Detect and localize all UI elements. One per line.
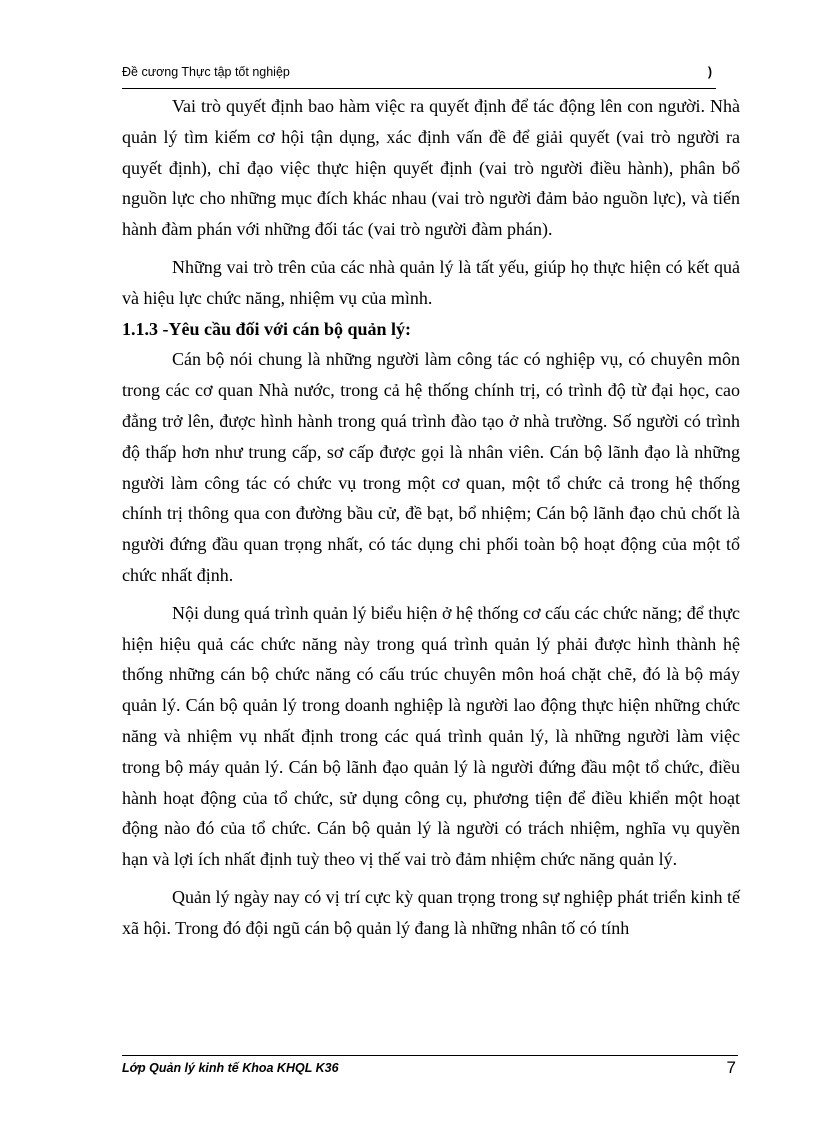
paragraph-management-importance: Quản lý ngày nay có vị trí cực kỳ quan trọng trong sự nghiệp phát triển kinh tế xã hội. Trong đó đội ngũ cán bộ quản lý đang là những nhân tố có tính <box>122 886 740 938</box>
paragraph-roles-summary: Những vai trò trên của các nhà quản lý là tất yếu, giúp họ thực hiện có kết quả và hiệu lực chức năng, nhiệm vụ của mình. <box>122 256 740 308</box>
header-divider <box>122 88 716 89</box>
page-header <box>122 62 716 86</box>
paragraph-decision-role: Vai trò quyết định bao hàm việc ra quyết định để tác động lên con người. Nhà quản lý tìm kiếm cơ hội tận dụng, xác định vấn đề để giải quyết (vai trò người ra quyết định), chỉ đạo việc thực hiện quyết định (vai trò người điều hành), phân bổ nguồn lực cho những mục đích khác nhau (vai trò người đảm bảo nguồn lực), và tiến hành đàm phán với những đối tác (vai trò người đàm phán). <box>122 96 740 240</box>
paragraph-cadre-definition: Cán bộ nói chung là những người làm công tác có nghiệp vụ, có chuyên môn trong các cơ quan Nhà nước, trong cả hệ thống chính trị, có trình độ từ đại học, cao đẳng trở lên, được hình hành trong quá trình đào tạo ở nhà trường. Số người có trình độ thấp hơn như trung cấp, sơ cấp được gọi là nhân viên. Cán bộ lãnh đạo là những người làm công tác có chức vụ trong một cơ quan, một tổ chức cả trong hệ thống chính trị thông qua con đường bầu cử, đề bạt, bổ nhiệm; Cán bộ lãnh đạo chủ chốt là người đứng đầu quan trọng nhất, có tác dụng chi phối toàn bộ hoạt động của một tổ chức nhất định. <box>122 349 740 585</box>
page-body <box>122 91 740 944</box>
header-title: Đề cương Thực tập tốt nghiệp <box>122 65 290 79</box>
footer-class-label: Lớp Quản lý kinh tế Khoa KHQL K36 <box>122 1061 339 1075</box>
footer-divider <box>122 1055 738 1056</box>
page-footer <box>122 1058 738 1080</box>
paragraph-management-content: Nội dung quá trình quản lý biểu hiện ở hệ thống cơ cấu các chức năng; để thực hiện hiệu quả các chức năng này trong quá trình quản lý phải được hình thành hệ thống những cán bộ chức năng có cấu trúc chuyên môn hoá chặt chẽ, đó là bộ máy quản lý. Cán bộ quản lý trong doanh nghiệp là người lao động thực hiện những chức năng và nhiệm vụ nhất định trong các quá trình quản lý, là những người làm việc trong bộ máy quản lý. Cán bộ lãnh đạo quản lý là người đứng đầu một tổ chức, điều hành hoạt động của tổ chức, sử dụng công cụ, phương tiện để điều khiển một hoạt động nào đó của tổ chức. Cán bộ quản lý là người có trách nhiệm, nghĩa vụ quyền hạn và lợi ích nhất định tuỳ theo vị thế vai trò đảm nhiệm chức năng quản lý. <box>122 602 740 870</box>
header-mark: ) <box>707 65 712 79</box>
section-heading: 1.1.3 -Yêu cầu đối với cán bộ quản lý: <box>122 318 412 339</box>
page-number: 7 <box>726 1058 736 1077</box>
